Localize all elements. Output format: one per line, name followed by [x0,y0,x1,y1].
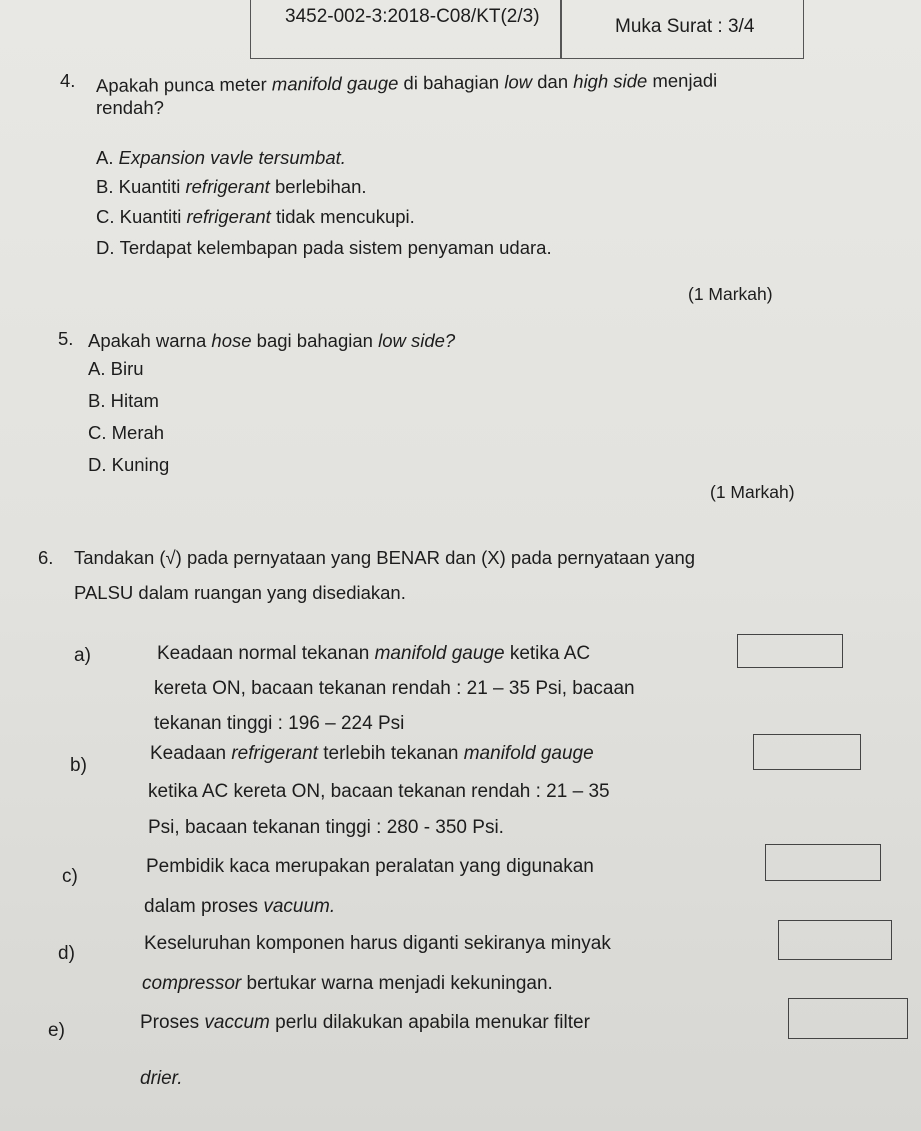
statement-d-label: d) [58,943,75,964]
q5-option-c: C. Merah [88,422,165,443]
q4-question-line1: Apakah punca meter manifold gauge di bahagian low dan high side menjadi [95,69,718,96]
page-number: Muka Surat : 3/4 [615,16,755,37]
header-divider [560,0,562,58]
q5-question: Apakah warna hose bagi bahagian low side? [88,330,456,351]
statement-c-line1: Pembidik kaca merupakan peralatan yang digunakan [146,856,594,877]
statement-b-line2: ketika AC kereta ON, bacaan tekanan rendah : 21 – 35 [148,781,610,802]
answer-box-e[interactable] [788,998,908,1039]
statement-d-line2: compressor bertukar warna menjadi kekuningan. [142,973,553,994]
statement-a-line2: kereta ON, bacaan tekanan rendah : 21 – 35 Psi, bacaan [154,678,635,699]
statement-b-label: b) [70,755,87,776]
statement-e-line2: drier. [140,1068,183,1089]
q5-number: 5. [58,328,74,349]
statement-c-label: c) [62,866,78,887]
q6-instruction-line1: Tandakan (√) pada pernyataan yang BENAR dan (X) pada pernyataan yang [74,547,696,568]
q5-option-d: D. Kuning [88,454,170,475]
q4-question-line2: rendah? [96,97,164,118]
answer-box-a[interactable] [737,634,843,668]
q4-number: 4. [60,70,76,91]
answer-box-d[interactable] [778,920,892,960]
answer-box-c[interactable] [765,844,881,881]
q5-option-b: B. Hitam [88,390,159,411]
q4-option-c: C. Kuantiti refrigerant tidak mencukupi. [96,206,415,227]
answer-box-b[interactable] [753,734,861,770]
q5-marks: (1 Markah) [710,482,795,502]
statement-a-line1: Keadaan normal tekanan manifold gauge ketika AC [157,643,591,664]
statement-e-line1: Proses vaccum perlu dilakukan apabila menukar filter [140,1012,590,1033]
statement-a-line3: tekanan tinggi : 196 – 224 Psi [154,713,405,734]
q5-option-a: A. Biru [88,358,144,379]
statement-a-label: a) [74,645,91,666]
statement-e-label: e) [48,1020,65,1041]
statement-b-line3: Psi, bacaan tekanan tinggi : 280 - 350 Psi. [148,817,504,838]
q4-marks: (1 Markah) [688,284,773,304]
q4-option-a: A. Expansion vavle tersumbat. [96,147,346,168]
q6-instruction-line2: PALSU dalam ruangan yang disediakan. [74,582,406,603]
statement-b-line1: Keadaan refrigerant terlebih tekanan manifold gauge [150,743,594,764]
statement-c-line2: dalam proses vacuum. [144,896,336,917]
paper-code: 3452-002-3:2018-C08/KT(2/3) [285,6,540,27]
q6-number: 6. [38,547,54,568]
q4-option-b: B. Kuantiti refrigerant berlebihan. [96,176,367,197]
q4-option-d: D. Terdapat kelembapan pada sistem penyaman udara. [96,237,552,258]
statement-d-line1: Keseluruhan komponen harus diganti sekiranya minyak [144,933,611,954]
